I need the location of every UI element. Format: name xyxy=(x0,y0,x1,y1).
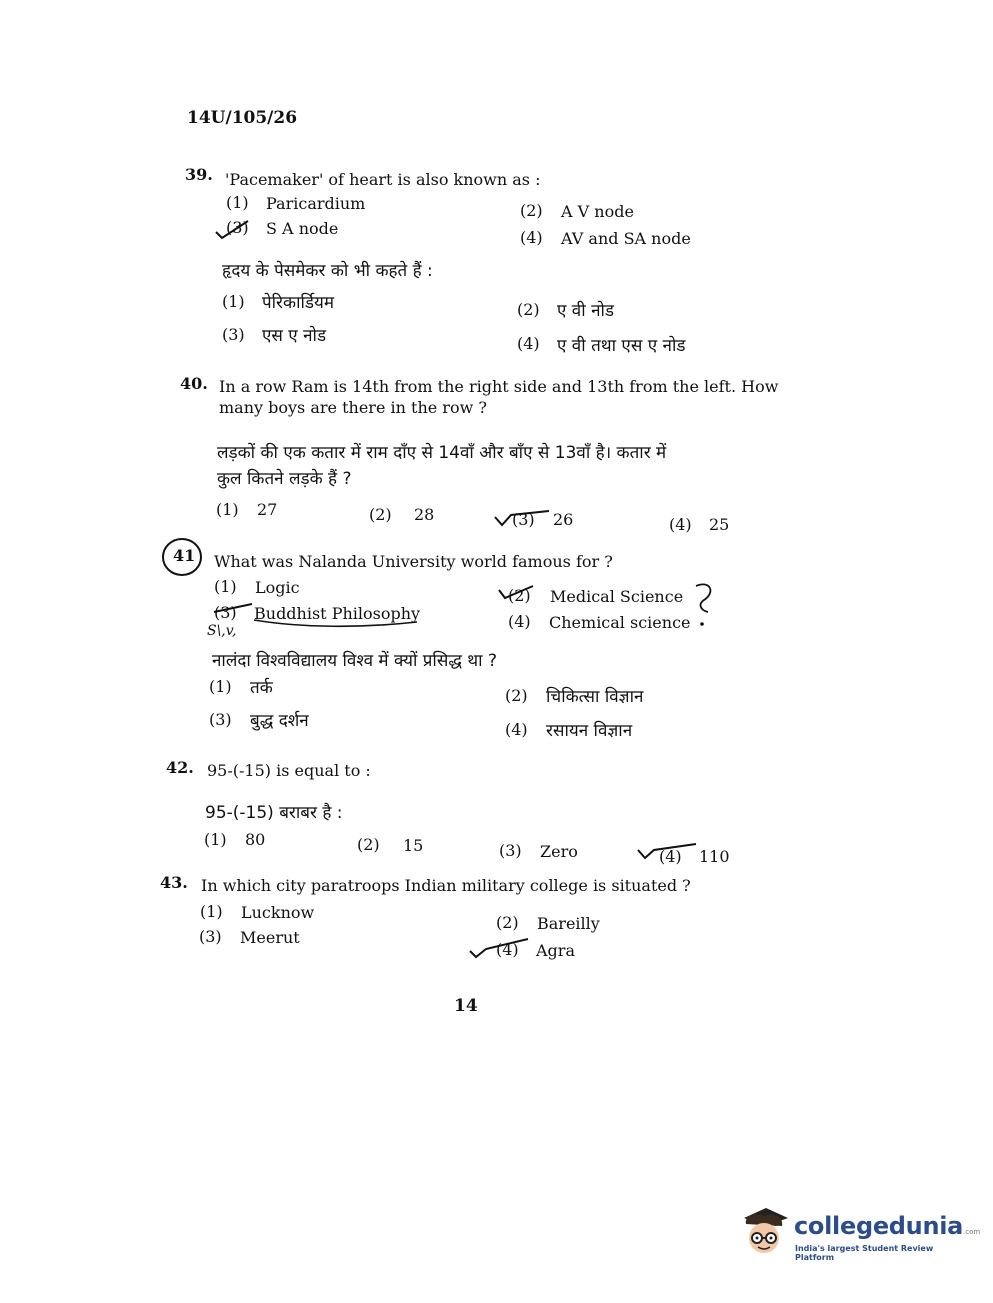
option-text: Bareilly xyxy=(537,914,600,933)
answer-tick-mark xyxy=(493,505,553,529)
option-text: A V node xyxy=(561,202,634,221)
option-text: Logic xyxy=(255,578,300,597)
question-number: 40. xyxy=(180,374,208,393)
option-number: (2) xyxy=(505,686,528,705)
answer-tick-mark xyxy=(214,218,250,240)
brand-name: collegedunia xyxy=(794,1212,964,1240)
option-number: (3) xyxy=(209,710,232,729)
option-text: 110 xyxy=(699,847,730,866)
option-number: (2) xyxy=(357,835,380,854)
strike-and-underline-marks xyxy=(212,598,452,632)
option-text: Meerut xyxy=(240,928,300,947)
option-number: (1) xyxy=(209,677,232,696)
option-text: 15 xyxy=(403,836,424,855)
question-text-hi: कुल कितने लड़के हैं ? xyxy=(217,469,352,489)
option-number: (1) xyxy=(204,830,227,849)
option-number: (3) xyxy=(512,510,535,529)
option-number: (4) xyxy=(517,334,540,353)
option-text: 28 xyxy=(414,505,435,524)
question-number: 41 xyxy=(173,546,196,565)
option-text: AV and SA node xyxy=(561,229,691,248)
option-text: 26 xyxy=(553,510,574,529)
option-text: तर्क xyxy=(250,678,273,698)
option-number: (3) xyxy=(499,841,522,860)
option-number: (2) xyxy=(517,300,540,319)
option-text: 80 xyxy=(245,830,266,849)
option-number: (4) xyxy=(505,720,528,739)
question-text-en: In a row Ram is 14th from the right side and 13th from the left. How xyxy=(219,377,779,396)
option-text: Lucknow xyxy=(241,903,315,922)
option-number: (4) xyxy=(496,940,519,959)
question-mark-annotation xyxy=(690,580,720,630)
option-text: Paricardium xyxy=(266,194,366,213)
mascot-icon xyxy=(736,1200,792,1260)
question-text-en: 'Pacemaker' of heart is also known as : xyxy=(225,170,541,189)
option-number: (3) xyxy=(226,218,249,237)
option-number: (2) xyxy=(508,586,531,605)
option-number: (4) xyxy=(659,847,682,866)
option-text: Chemical science xyxy=(549,613,691,632)
option-text: Buddhist Philosophy xyxy=(254,604,421,623)
question-text-hi: नालंदा विश्वविद्यालय विश्व में क्यों प्रसिद्ध था ? xyxy=(212,651,498,671)
question-text-en: many boys are there in the row ? xyxy=(219,398,487,417)
question-number: 39. xyxy=(185,165,213,184)
question-text-en: In which city paratroops Indian military college is situated ? xyxy=(201,876,691,895)
option-text: चिकित्सा विज्ञान xyxy=(546,687,644,707)
option-number: (2) xyxy=(520,201,543,220)
option-number: (1) xyxy=(222,292,245,311)
answer-tick-mark xyxy=(497,582,537,602)
paper-code: 14U/105/26 xyxy=(187,108,298,128)
option-text: एस ए नोड xyxy=(262,326,327,346)
question-text-en: What was Nalanda University world famous for ? xyxy=(214,552,613,571)
question-number: 43. xyxy=(160,873,188,892)
option-text: 27 xyxy=(257,500,278,519)
option-number: (1) xyxy=(216,500,239,519)
option-number: (1) xyxy=(200,902,223,921)
brand-suffix: .com xyxy=(963,1228,981,1236)
margin-note: S\,v, xyxy=(207,623,237,639)
option-number: (3) xyxy=(222,325,245,344)
option-text: ए वी नोड xyxy=(557,301,614,321)
option-text: 25 xyxy=(709,515,730,534)
option-number: (1) xyxy=(214,577,237,596)
option-number: (2) xyxy=(369,505,392,524)
question-text-hi: लड़कों की एक कतार में राम दाँए से 14वाँ और बाँए से 13वाँ है। कतार में xyxy=(217,443,667,463)
option-number: (2) xyxy=(496,913,519,932)
option-text: ए वी तथा एस ए नोड xyxy=(557,336,686,356)
option-number: (4) xyxy=(520,228,543,247)
watermark-logo xyxy=(732,1196,981,1266)
option-number: (1) xyxy=(226,193,249,212)
option-text: Agra xyxy=(536,941,575,960)
option-text: पेरिकार्डियम xyxy=(262,293,334,313)
brand-tagline: India's largest Student Review Platform xyxy=(795,1244,934,1262)
option-text: Zero xyxy=(540,842,578,861)
option-number: (3) xyxy=(214,603,237,622)
option-text: S A node xyxy=(266,219,339,238)
question-text-en: 95-(-15) is equal to : xyxy=(207,761,371,780)
answer-tick-mark xyxy=(636,840,700,862)
answer-tick-mark xyxy=(468,935,532,961)
option-text: बुद्ध दर्शन xyxy=(250,711,309,731)
option-text: रसायन विज्ञान xyxy=(546,721,633,741)
question-text-hi: 95-(-15) बराबर है : xyxy=(205,803,343,823)
option-number: (4) xyxy=(508,612,531,631)
question-number: 42. xyxy=(166,758,194,777)
option-number: (4) xyxy=(669,515,692,534)
option-text: Medical Science xyxy=(550,587,684,606)
page-number: 14 xyxy=(454,996,478,1016)
question-text-hi: हृदय के पेसमेकर को भी कहते हैं : xyxy=(222,261,433,281)
option-number: (3) xyxy=(199,927,222,946)
